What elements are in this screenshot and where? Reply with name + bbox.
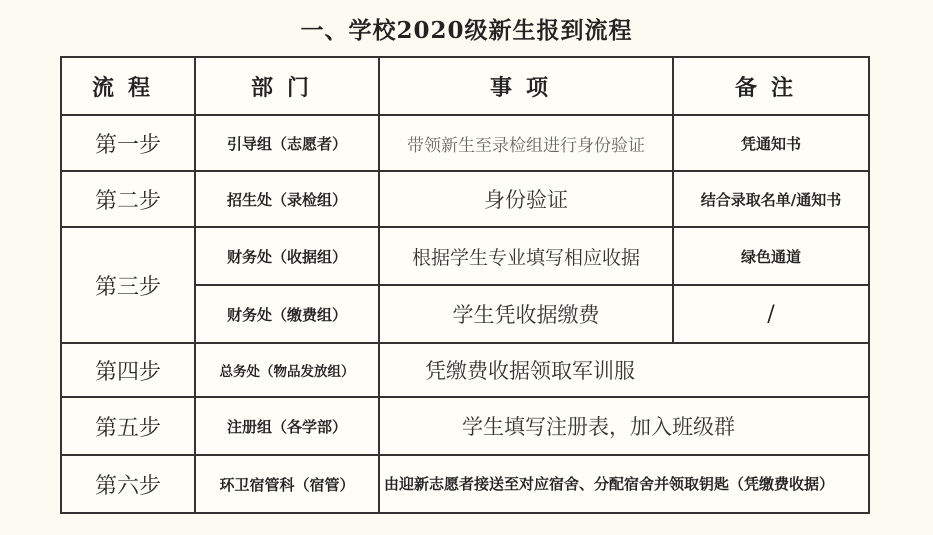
note-cell: 绿色通道 bbox=[673, 227, 869, 285]
item-cell: 根据学生专业填写相应收据 bbox=[379, 227, 673, 285]
header-note: 备注 bbox=[673, 57, 869, 115]
item-cell: 学生凭收据缴费 bbox=[379, 285, 673, 343]
dept-cell: 环卫宿管科（宿管） bbox=[195, 455, 379, 513]
table-row bbox=[61, 115, 869, 171]
note-cell: / bbox=[673, 285, 869, 343]
dept-cell: 引导组（志愿者） bbox=[195, 115, 379, 171]
step-cell: 第五步 bbox=[61, 397, 195, 455]
table-row bbox=[61, 455, 869, 513]
dept-cell: 财务处（收据组） bbox=[195, 227, 379, 285]
header-step: 流程 bbox=[61, 57, 195, 115]
step-cell: 第一步 bbox=[61, 115, 195, 171]
dept-cell: 总务处（物品发放组） bbox=[195, 343, 379, 397]
page-title: 一、学校2020级新生报到流程 bbox=[300, 17, 633, 44]
dept-cell: 财务处（缴费组） bbox=[195, 285, 379, 343]
header-item: 事项 bbox=[379, 57, 673, 115]
note-cell: 凭通知书 bbox=[673, 115, 869, 171]
step-cell: 第四步 bbox=[61, 343, 195, 397]
table-row bbox=[61, 397, 869, 455]
registration-process-table bbox=[60, 56, 870, 514]
dept-cell: 招生处（录检组） bbox=[195, 171, 379, 227]
step-cell: 第三步 bbox=[61, 227, 195, 343]
table-row bbox=[61, 227, 869, 285]
table-header-row bbox=[61, 57, 869, 115]
table-row bbox=[61, 343, 869, 397]
step-cell: 第二步 bbox=[61, 171, 195, 227]
note-cell: 结合录取名单/通知书 bbox=[673, 171, 869, 227]
item-cell: 凭缴费收据领取军训服 bbox=[379, 343, 869, 397]
header-dept: 部门 bbox=[195, 57, 379, 115]
item-cell: 带领新生至录检组进行身份验证 bbox=[379, 115, 673, 171]
item-cell: 身份验证 bbox=[379, 171, 673, 227]
table-row bbox=[61, 171, 869, 227]
dept-cell: 注册组（各学部） bbox=[195, 397, 379, 455]
item-cell: 学生填写注册表，加入班级群 bbox=[379, 397, 869, 455]
item-cell: 由迎新志愿者接送至对应宿舍、分配宿舍并领取钥匙（凭缴费收据） bbox=[379, 455, 869, 513]
step-cell: 第六步 bbox=[61, 455, 195, 513]
